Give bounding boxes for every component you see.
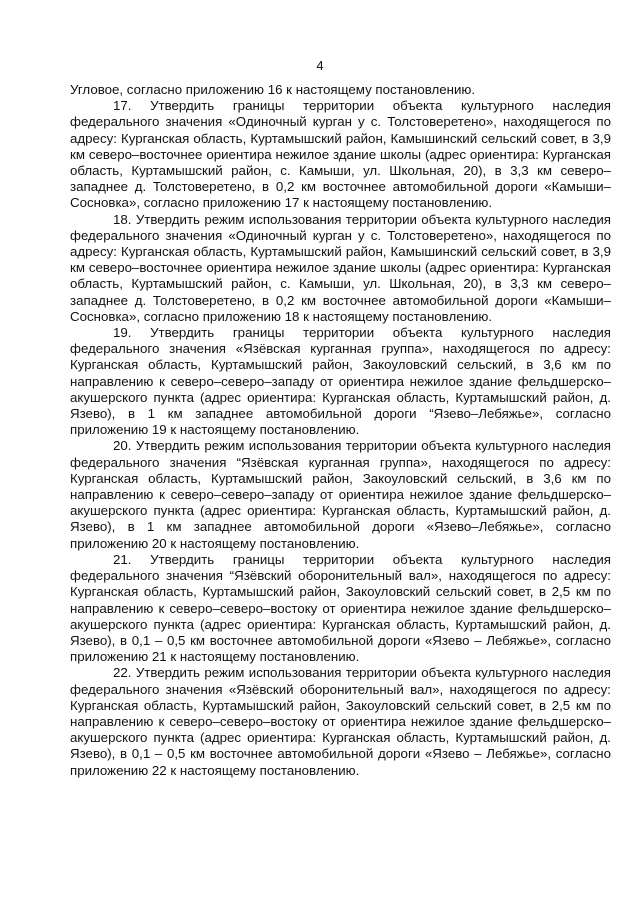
- paragraph-continuation: Угловое, согласно приложению 16 к настоящему постановлению.: [70, 82, 476, 97]
- paragraph-21: 21. Утвердить границы территории объекта культурного наследия федерального значения “Язёвский оборонительный вал», находящегося по адресу: Курганская область, Куртамышский район, Закоуловский сельский совет, в 2,5 км по направлению к северо–северо–востоку от ориентира нежилое здание фельдшерско–акушерского пункта (адрес ориентира: Курганская область, Куртамышский район, д. Язево), в 0,1 – 0,5 км восточнее автомобильной дороги «Язево – Лебяжье», согласно приложению 21 к настоящему постановлению.: [70, 551, 611, 665]
- paragraph-22: 22. Утвердить режим использования территории объекта культурного наследия федерального значения «Язёвский оборонительный вал», находящегося по адресу: Курганская область, Куртамышский район, Закоуловский сельский совет, в 2,5 км по направлению к северо–северо–востоку от ориентира нежилое здание фельдшерско–акушерского пункта (адрес ориентира: Курганская область, Куртамышский район, д. Язево), в 0,1 – 0,5 км восточнее автомобильной дороги «Язево – Лебяжье», согласно приложению 22 к настоящему постановлению.: [70, 665, 611, 778]
- document-body: [70, 82, 611, 779]
- paragraph-17: 17. Утвердить границы территории объекта культурного наследия федерального значения «Одиночный курган у с. Толстоверетено», находящегося по адресу: Курганская область, Куртамышский район, Камышинский сельский совет, в 3,9 км северо–восточнее ориентира нежилое здание школы (адрес ориентира: Курганская область, Куртамышский район, с. Камыши, ул. Школьная, 20), в 3,3 км северо–западнее д. Толстоверетено, в 0,2 км восточнее автомобильной дороги «Камыши–Сосновка», согласно приложению 17 к настоящему постановлению.: [70, 98, 611, 211]
- paragraph-20: 20. Утвердить режим использования территории объекта культурного наследия федерального значения “Язёвская курганная группа», находящегося по адресу: Курганская область, Куртамышский район, Закоуловский сельский, в 3,6 км по направлению к северо–северо–западу от ориентира нежилое здание фельдшерско–акушерского пункта (адрес ориентира: Курганская область, Куртамышский район, д. Язево), в 1 км западнее автомобильной дороги «Язево–Лебяжье», согласно приложению 20 к настоящему постановлению.: [70, 438, 611, 551]
- page-number: 4: [316, 58, 324, 73]
- paragraph-18: 18. Утвердить режим использования территории объекта культурного наследия федерального значения «Одиночный курган у с. Толстоверетено», находящегося по адресу: Курганская область, Куртамышский район, Камышинский сельский совет, в 3,9 км северо–восточнее ориентира нежилое здание школы (адрес ориентира: Курганская область, Куртамышский район, с. Камыши, ул. Школьная, 20), в 3,3 км северо–западнее д. Толстоверетено, в 0,2 км восточнее автомобильной дороги «Камыши–Сосновка», согласно приложению 18 к настоящему постановлению.: [70, 211, 611, 324]
- paragraph-19: 19. Утвердить границы территории объекта культурного наследия федерального значения «Язёвская курганная группа», находящегося по адресу: Курганская область, Куртамышский район, Закоуловский сельский, в 3,6 км по направлению к северо–северо–западу от ориентира нежилое здание фельдшерско–акушерского пункта (адрес ориентира: Курганская область, Куртамышский район, д. Язево), в 1 км западнее автомобильной дороги “Язево–Лебяжье», согласно приложению 19 к настоящему постановлению.: [70, 325, 611, 438]
